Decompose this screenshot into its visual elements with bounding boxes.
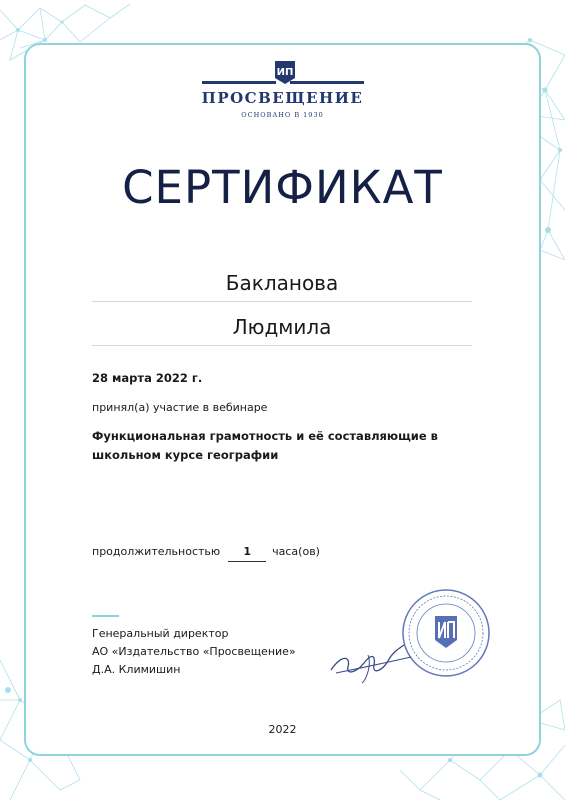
handwritten-signature <box>326 635 416 685</box>
signatory-organization: АО «Издательство «Просвещение» <box>92 645 296 658</box>
duration-value: 1 <box>228 545 266 562</box>
logo-mark-text: ИП <box>276 67 294 78</box>
signatory-name: Д.А. Климишин <box>92 663 181 676</box>
footer-year: 2022 <box>268 723 297 736</box>
duration-row <box>92 545 320 562</box>
publisher-name: ПРОСВЕЩЕНИЕ <box>201 89 364 107</box>
duration-unit: часа(ов) <box>272 545 320 558</box>
publisher-tagline: ОСНОВАНО В 1930 <box>241 111 324 119</box>
logo-left-bar <box>202 81 276 84</box>
event-date: 28 марта 2022 г. <box>92 371 203 385</box>
recipient-given-name: Людмила <box>92 315 472 346</box>
certificate-title: СЕРТИФИКАТ <box>122 161 443 214</box>
logo-right-bar <box>290 81 364 84</box>
recipient-surname: Бакланова <box>92 271 472 302</box>
participation-text: принял(а) участие в вебинаре <box>92 401 268 414</box>
signatory-accent-line <box>92 615 119 617</box>
webinar-topic: Функциональная грамотность и её составляющие в школьном курсе географии <box>92 429 438 462</box>
certificate-card <box>24 43 541 756</box>
signatory-position: Генеральный директор <box>92 627 229 640</box>
duration-label: продолжительностью <box>92 545 221 558</box>
